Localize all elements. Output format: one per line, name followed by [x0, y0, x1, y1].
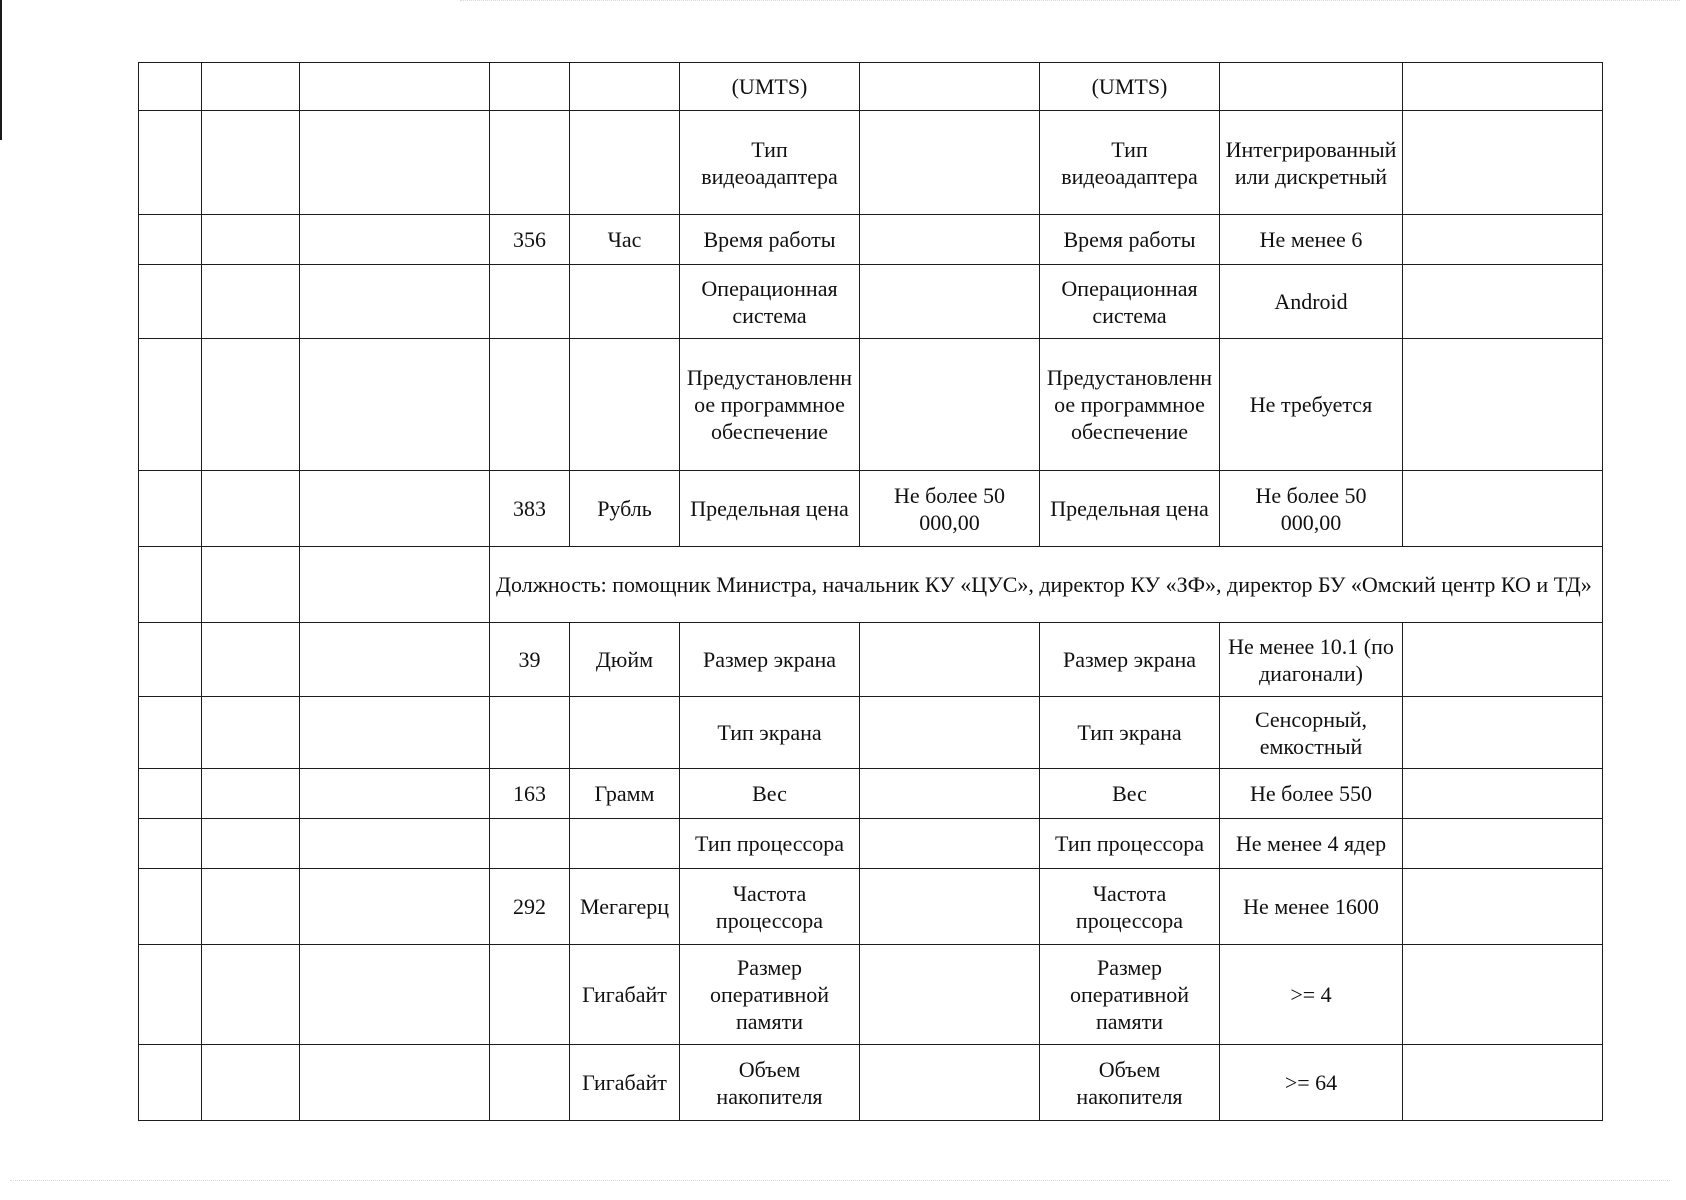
empty-cell — [300, 547, 490, 623]
unit-cell: Грамм — [570, 769, 680, 819]
characteristic-name-cell: Тип процессора — [1040, 819, 1220, 869]
code-cell: 383 — [490, 471, 570, 547]
empty-cell — [300, 471, 490, 547]
empty-cell — [139, 471, 202, 547]
empty-cell — [300, 265, 490, 339]
scan-noise-bottom — [10, 1180, 1670, 1184]
empty-cell — [202, 265, 300, 339]
code-cell: 292 — [490, 869, 570, 945]
characteristic-value-cell — [1220, 63, 1403, 111]
unit-cell — [570, 265, 680, 339]
unit-cell: Гигабайт — [570, 1045, 680, 1121]
table-row — [139, 819, 1603, 869]
characteristic-value-cell — [860, 697, 1040, 769]
empty-cell — [300, 869, 490, 945]
empty-cell — [300, 769, 490, 819]
empty-cell — [300, 339, 490, 471]
empty-cell — [139, 265, 202, 339]
characteristic-name-cell: Тип процессора — [680, 819, 860, 869]
characteristic-name-cell: Тип видеоадаптера — [680, 111, 860, 215]
unit-cell: Рубль — [570, 471, 680, 547]
characteristic-name-cell: Предельная цена — [680, 471, 860, 547]
characteristic-name-cell: Объем накопителя — [1040, 1045, 1220, 1121]
characteristic-name-cell: Размер оперативной памяти — [1040, 945, 1220, 1045]
empty-cell — [202, 1045, 300, 1121]
empty-cell — [202, 215, 300, 265]
characteristic-value-cell — [860, 819, 1040, 869]
unit-cell: Гигабайт — [570, 945, 680, 1045]
position-heading: Должность: помощник Министра, начальник КУ «ЦУС», директор КУ «ЗФ», директор БУ «Омский центр КО и ТД» — [490, 547, 1603, 623]
empty-cell — [139, 1045, 202, 1121]
characteristic-value-cell: Не менее 10.1 (по диагонали) — [1220, 623, 1403, 697]
empty-cell — [1403, 819, 1603, 869]
characteristic-value-cell — [860, 339, 1040, 471]
empty-cell — [1403, 63, 1603, 111]
characteristic-name-cell: Объем накопителя — [680, 1045, 860, 1121]
empty-cell — [300, 111, 490, 215]
empty-cell — [300, 697, 490, 769]
empty-cell — [139, 697, 202, 769]
empty-cell — [202, 111, 300, 215]
unit-cell: Час — [570, 215, 680, 265]
code-cell: 163 — [490, 769, 570, 819]
scan-noise-top — [460, 0, 1680, 4]
table-row — [139, 697, 1603, 769]
characteristic-value-cell — [860, 265, 1040, 339]
empty-cell — [300, 1045, 490, 1121]
empty-cell — [1403, 339, 1603, 471]
empty-cell — [139, 869, 202, 945]
characteristic-name-cell: Тип экрана — [1040, 697, 1220, 769]
characteristic-name-cell: Частота процессора — [680, 869, 860, 945]
empty-cell — [202, 339, 300, 471]
characteristic-name-cell: Предустановленное программное обеспечение — [680, 339, 860, 471]
code-cell — [490, 819, 570, 869]
empty-cell — [300, 819, 490, 869]
characteristic-name-cell: Тип экрана — [680, 697, 860, 769]
unit-cell — [570, 819, 680, 869]
scan-edge-mark — [0, 0, 2, 140]
code-cell — [490, 63, 570, 111]
empty-cell — [202, 471, 300, 547]
empty-cell — [202, 945, 300, 1045]
characteristic-value-cell — [860, 215, 1040, 265]
empty-cell — [202, 869, 300, 945]
empty-cell — [1403, 869, 1603, 945]
empty-cell — [300, 63, 490, 111]
empty-cell — [202, 547, 300, 623]
empty-cell — [1403, 215, 1603, 265]
characteristic-name-cell: Размер экрана — [1040, 623, 1220, 697]
table-row — [139, 339, 1603, 471]
empty-cell — [300, 623, 490, 697]
table-row — [139, 215, 1603, 265]
table-row — [139, 63, 1603, 111]
characteristic-name-cell: Вес — [680, 769, 860, 819]
characteristic-value-cell: >= 64 — [1220, 1045, 1403, 1121]
empty-cell — [1403, 623, 1603, 697]
empty-cell — [139, 63, 202, 111]
characteristic-value-cell: Интегрированный или дискретный — [1220, 111, 1403, 215]
empty-cell — [1403, 111, 1603, 215]
characteristic-name-cell: Предустановленное программное обеспечение — [1040, 339, 1220, 471]
empty-cell — [202, 769, 300, 819]
characteristic-value-cell: Не менее 6 — [1220, 215, 1403, 265]
unit-cell: Дюйм — [570, 623, 680, 697]
characteristic-name-cell: Тип видеоадаптера — [1040, 111, 1220, 215]
unit-cell — [570, 63, 680, 111]
characteristic-name-cell: (UMTS) — [1040, 63, 1220, 111]
empty-cell — [139, 945, 202, 1045]
empty-cell — [139, 111, 202, 215]
empty-cell — [139, 339, 202, 471]
empty-cell — [202, 623, 300, 697]
unit-cell — [570, 339, 680, 471]
empty-cell — [1403, 945, 1603, 1045]
characteristic-value-cell: Android — [1220, 265, 1403, 339]
table-row — [139, 111, 1603, 215]
characteristic-value-cell — [860, 63, 1040, 111]
empty-cell — [202, 819, 300, 869]
characteristic-value-cell: >= 4 — [1220, 945, 1403, 1045]
empty-cell — [139, 769, 202, 819]
empty-cell — [139, 547, 202, 623]
characteristic-name-cell: Размер оперативной памяти — [680, 945, 860, 1045]
code-cell — [490, 339, 570, 471]
table-row — [139, 471, 1603, 547]
characteristic-value-cell: Не более 550 — [1220, 769, 1403, 819]
characteristic-name-cell: Частота процессора — [1040, 869, 1220, 945]
characteristic-name-cell: Время работы — [1040, 215, 1220, 265]
characteristic-name-cell: Время работы — [680, 215, 860, 265]
empty-cell — [1403, 1045, 1603, 1121]
characteristic-value-cell: Не более 50 000,00 — [860, 471, 1040, 547]
empty-cell — [1403, 769, 1603, 819]
unit-cell: Мегагерц — [570, 869, 680, 945]
characteristic-value-cell: Не менее 1600 — [1220, 869, 1403, 945]
characteristic-value-cell: Не требуется — [1220, 339, 1403, 471]
characteristic-value-cell — [860, 111, 1040, 215]
empty-cell — [202, 697, 300, 769]
characteristic-name-cell: Вес — [1040, 769, 1220, 819]
characteristic-name-cell: Операционная система — [680, 265, 860, 339]
table-row — [139, 869, 1603, 945]
empty-cell — [300, 215, 490, 265]
code-cell: 356 — [490, 215, 570, 265]
characteristic-name-cell: Предельная цена — [1040, 471, 1220, 547]
empty-cell — [139, 819, 202, 869]
empty-cell — [1403, 697, 1603, 769]
characteristic-name-cell: Операционная система — [1040, 265, 1220, 339]
table-row — [139, 623, 1603, 697]
code-cell — [490, 1045, 570, 1121]
characteristic-value-cell — [860, 945, 1040, 1045]
table-body — [139, 63, 1603, 1121]
table-row — [139, 547, 1603, 623]
table-row — [139, 265, 1603, 339]
table-row — [139, 945, 1603, 1045]
characteristic-value-cell: Не более 50 000,00 — [1220, 471, 1403, 547]
characteristic-value-cell — [860, 1045, 1040, 1121]
table-row — [139, 1045, 1603, 1121]
unit-cell — [570, 697, 680, 769]
characteristic-value-cell: Не менее 4 ядер — [1220, 819, 1403, 869]
code-cell — [490, 945, 570, 1045]
empty-cell — [1403, 471, 1603, 547]
empty-cell — [139, 215, 202, 265]
table-row — [139, 769, 1603, 819]
characteristic-value-cell — [860, 869, 1040, 945]
characteristic-value-cell — [860, 623, 1040, 697]
empty-cell — [139, 623, 202, 697]
unit-cell — [570, 111, 680, 215]
empty-cell — [202, 63, 300, 111]
characteristic-value-cell: Сенсорный, емкостный — [1220, 697, 1403, 769]
specification-table — [138, 62, 1603, 1121]
code-cell — [490, 265, 570, 339]
characteristic-name-cell: Размер экрана — [680, 623, 860, 697]
characteristic-value-cell — [860, 769, 1040, 819]
characteristic-name-cell: (UMTS) — [680, 63, 860, 111]
code-cell — [490, 697, 570, 769]
code-cell — [490, 111, 570, 215]
empty-cell — [1403, 265, 1603, 339]
code-cell: 39 — [490, 623, 570, 697]
empty-cell — [300, 945, 490, 1045]
